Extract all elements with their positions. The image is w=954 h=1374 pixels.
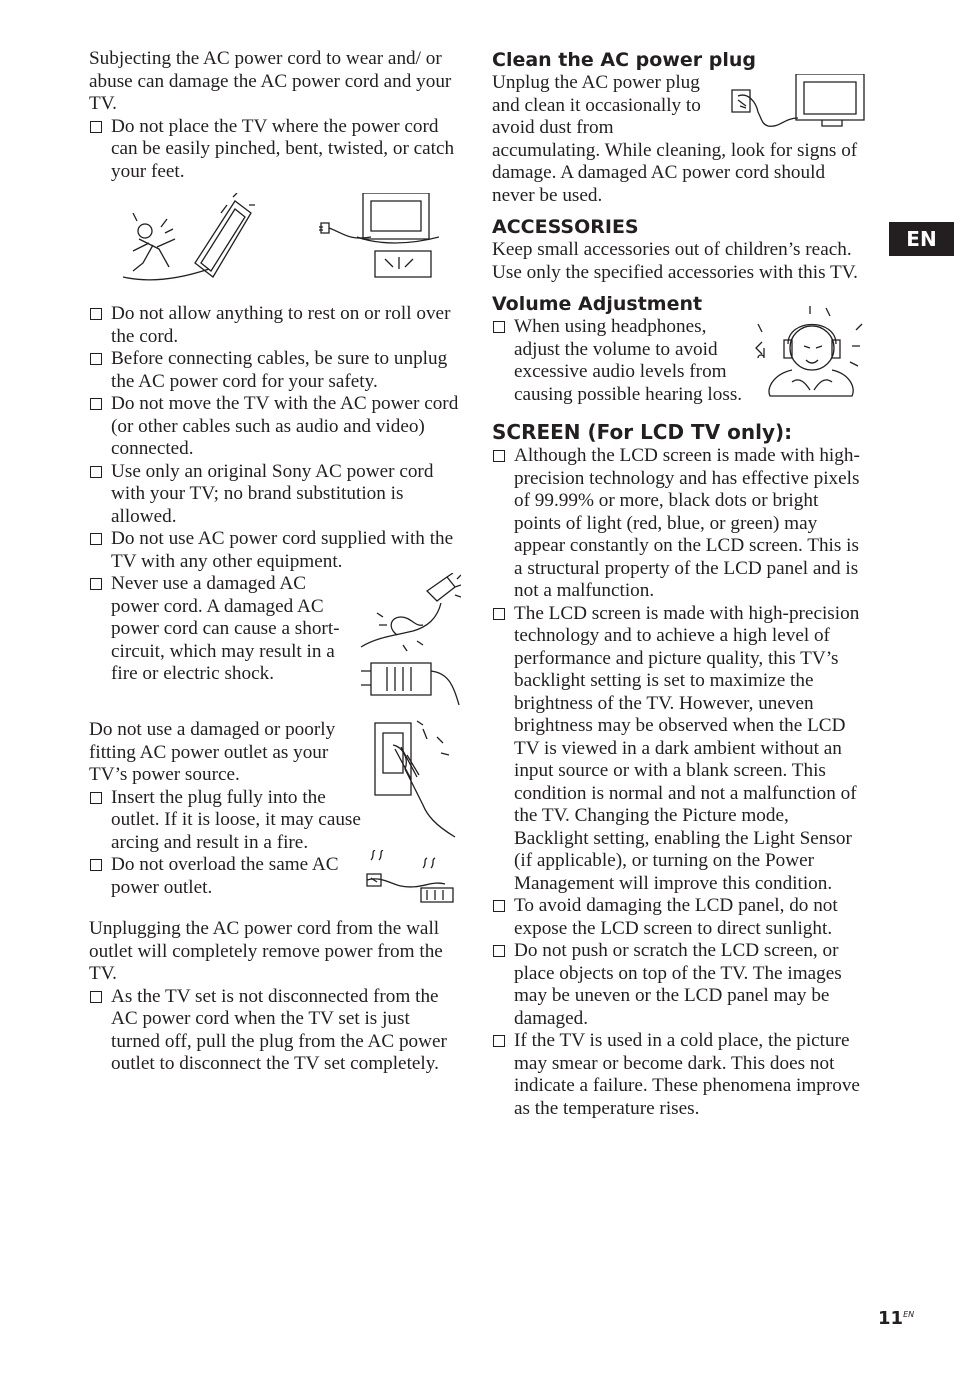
accessories-heading: ACCESSORIES: [492, 216, 639, 238]
clean-heading: Clean the AC power plug: [492, 49, 756, 71]
unplug-paragraph: Unplugging the AC power cord from the wall outlet will completely remove power from the TV.: [89, 918, 443, 984]
outlet-paragraph: Do not use a damaged or poorly fitting AC power outlet as your TV’s power source.: [89, 719, 336, 785]
page-number-suffix: EN: [903, 1310, 915, 1319]
list-item: Do not allow anything to rest on or roll over the cord.: [89, 303, 461, 348]
intro-paragraph: Subjecting the AC power cord to wear and/ or abuse can damage the AC power cord and your TV.: [89, 48, 452, 114]
list-item: Use only an original Sony AC power cord with your TV; no brand substitution is allowed.: [89, 461, 461, 529]
list-item: To avoid damaging the LCD panel, do not expose the LCD screen to direct sunlight.: [492, 895, 866, 940]
screen-heading: SCREEN (For LCD TV only):: [492, 420, 793, 444]
list-item: Insert the plug fully into the outlet. If it is loose, it may cause arcing and result in a fire.: [89, 787, 461, 855]
page-number-value: 11: [878, 1308, 904, 1329]
accessories-paragraph: Keep small accessories out of children’s reach. Use only the specified accessories with this TV.: [492, 239, 858, 283]
page-number: [878, 1308, 914, 1329]
language-tab: EN: [889, 222, 954, 256]
list-item: The LCD screen is made with high-precision technology and to achieve a high level of performance and picture quality, this TV’s backlight setting is set to maximize the brightness of the TV. However, uneven brightness may be observed when the LCD TV is viewed in a dark ambient without an input source or with a blank screen. This condition is normal and not a malfunction of the TV. Changing the Picture mode, Backlight setting, enabling the Light Sensor (if applicable), or turning on the Power Management will improve this condition.: [492, 603, 866, 896]
screen-bullet-list: [492, 445, 866, 1120]
volume-heading: Volume Adjustment: [492, 293, 703, 315]
list-item: Do not move the TV with the AC power cord (or other cables such as audio and video) connected.: [89, 393, 461, 461]
list-item: Although the LCD screen is made with high-precision technology and has effective pixels of 99.99% or more, black dots or bright points of light (red, blue, or green) may appear constantly on the LCD screen. This is a structural property of the LCD panel and is not a malfunction.: [492, 445, 866, 603]
list-item: Do not place the TV where the power cord can be easily pinched, bent, twisted, or catch your feet.: [89, 116, 461, 184]
list-item: Do not use AC power cord supplied with the TV with any other equipment.: [89, 528, 461, 573]
list-item: Never use a damaged AC power cord. A damaged AC power cord can cause a short-circuit, which may result in a fire or electric shock.: [89, 573, 461, 686]
cord-bullet-list: [89, 303, 461, 709]
tripping-over-cord-illustration: [109, 193, 439, 297]
list-item: Do not push or scratch the LCD screen, or place objects on top of the TV. The images may be uneven or the LCD panel may be damaged.: [492, 940, 866, 1030]
list-item: If the TV is used in a cold place, the picture may smear or become dark. This does not indicate a failure. These phenomena improve as the temperature rises.: [492, 1030, 866, 1120]
list-item: Do not overload the same AC power outlet.: [89, 854, 461, 899]
right-column: [492, 48, 866, 1120]
list-item: Before connecting cables, be sure to unplug the AC power cord for your safety.: [89, 348, 461, 393]
left-column: [89, 48, 461, 1076]
clean-paragraph: Unplug the AC power plug and clean it occasionally to avoid dust from accumulating. While cleaning, look for signs of damage. A damaged AC power cord should never be used.: [492, 72, 858, 206]
list-item: When using headphones, adjust the volume to avoid excessive audio levels from causing possible hearing loss.: [492, 316, 866, 406]
clean-plug-illustration: [728, 74, 866, 130]
list-item: As the TV set is not disconnected from the AC power cord when the TV set is just turned off, pull the plug from the AC power outlet to disconnect the TV set completely.: [89, 986, 461, 1076]
